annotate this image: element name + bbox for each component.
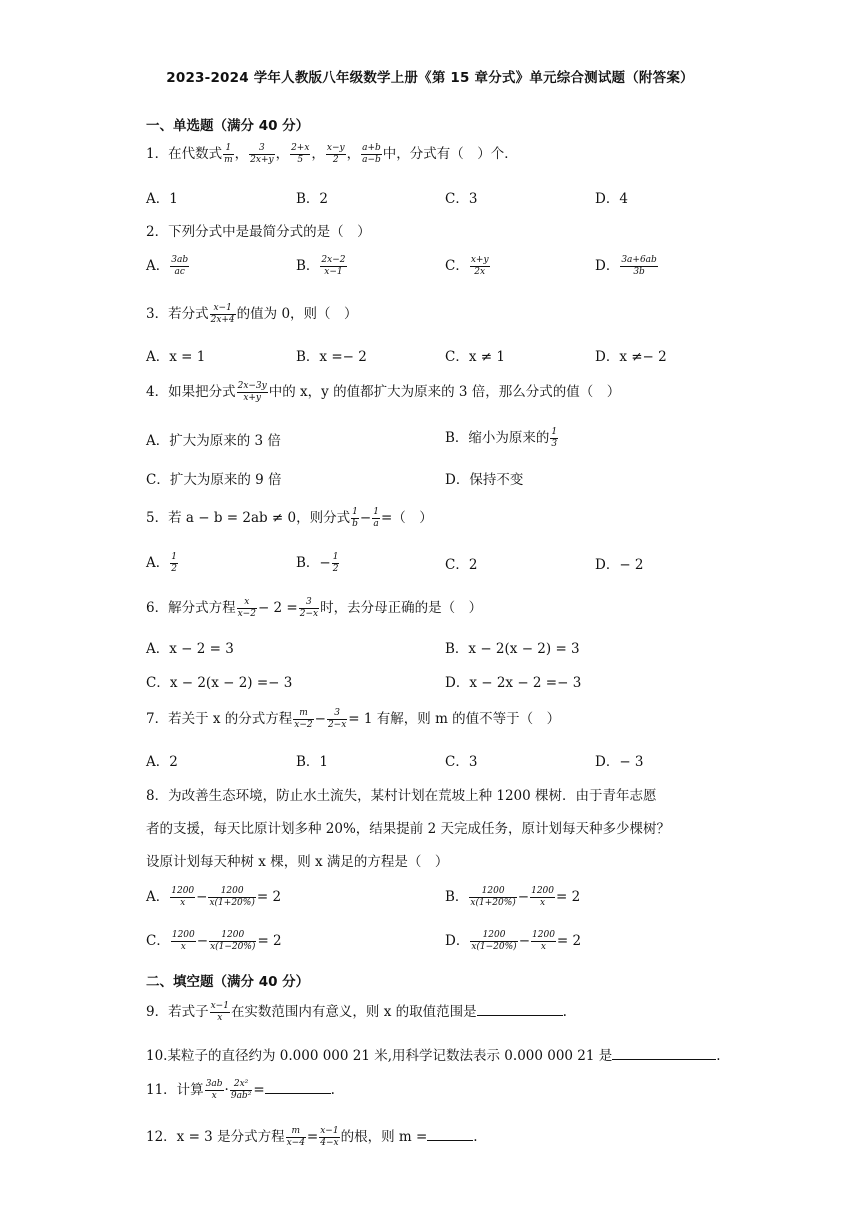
q2-option-a: A． $\frac{3ab}{ac}$ (146, 255, 189, 277)
q3-option-a: A．x = 1 (146, 349, 206, 365)
q5-option-a: A． $\frac{1}{2}$ (146, 552, 177, 574)
q4-option-c: C．扩大为原来的 9 倍 (146, 472, 282, 488)
section-heading-choice: 一、单选题（满分 40 分） (146, 118, 310, 134)
question-6: 6．解分式方程 $\frac{x}{x-2}$ − 2 = $\frac{3}{2-x}$ 时，去分母正确的是（ ） (146, 597, 483, 619)
q2-option-d: D． $\frac{3a+6ab}{3b}$ (595, 255, 657, 277)
q6-option-b: B．x − 2(x − 2) = 3 (445, 641, 580, 657)
question-3: 3．若分式 $\frac{x-1}{2x+4}$ 的值为 0，则（ ） (146, 303, 358, 325)
q7-option-b: B．1 (296, 754, 329, 770)
q8-option-a: A． $\frac{1200}{x}$ − $\frac{1200}{x(1+20\%)}$ = 2 (146, 886, 282, 908)
question-12: 12．x = 3 是分式方程 $\frac{m}{x-4}$ = $\frac{x-1}{4-x}$ 的根，则 m = . (146, 1126, 478, 1148)
q2-option-b: B． $\frac{2x-2}{x-1}$ (296, 255, 346, 277)
q6-option-d: D．x − 2x − 2 =− 3 (445, 675, 582, 691)
q8-option-c: C． $\frac{1200}{x}$ − $\frac{1200}{x(1-20\%)}$ = 2 (146, 930, 282, 952)
q8-option-d: D． $\frac{1200}{x(1-20\%)}$ − $\frac{1200}{x}$ = 2 (445, 930, 582, 952)
section-heading-fill-blank: 二、填空题（满分 40 分） (146, 974, 310, 990)
question-8-line-1: 8．为改善生态环境，防止水土流失，某村计划在荒坡上种 1200 棵树．由于青年志愿 (146, 788, 657, 804)
q3-option-b: B．x =− 2 (296, 349, 367, 365)
answer-blank[interactable] (477, 1002, 563, 1016)
q4-option-b: B．缩小为原来的 $\frac{1}{3}$ (445, 427, 558, 449)
q4-option-d: D．保持不变 (445, 472, 524, 488)
question-5: 5．若 a − b = 2ab ≠ 0，则分式 $\frac{1}{b}$ − $\frac{1}{a}$ =（ ） (146, 507, 433, 529)
question-10: 10.某粒子的直径约为 0.000 000 21 米,用科学记数法表示 0.000 000 21 是 . (146, 1048, 721, 1064)
question-9: 9．若式子 $\frac{x-1}{x}$ 在实数范围内有意义，则 x 的取值范围是 . (146, 1001, 567, 1023)
page-title: 2023-2024 学年人教版八年级数学上册《第 15 章分式》单元综合测试题（附答案） (166, 70, 694, 86)
q4-option-a: A．扩大为原来的 3 倍 (146, 433, 281, 449)
answer-blank[interactable] (612, 1046, 716, 1060)
q1-option-c: C．3 (445, 191, 478, 207)
question-8-line-2: 者的支援，每天比原计划多种 20%，结果提前 2 天完成任务，原计划每天种多少棵树？ (146, 821, 670, 837)
q5-option-b: B．− $\frac{1}{2}$ (296, 552, 339, 574)
q3-option-d: D．x ≠− 2 (595, 349, 667, 365)
q7-option-d: D．− 3 (595, 754, 644, 770)
question-7: 7．若关于 x 的分式方程 $\frac{m}{x-2}$ − $\frac{3}{2-x}$ = 1 有解，则 m 的值不等于（ ） (146, 708, 561, 730)
question-11: 11．计算 $\frac{3ab}{x}$ · $\frac{\text{2x²}}{\text{9ab²}}$ = . (146, 1079, 335, 1101)
q7-option-a: A．2 (146, 754, 178, 770)
q6-option-c: C．x − 2(x − 2) =− 3 (146, 675, 293, 691)
q1-option-b: B．2 (296, 191, 329, 207)
question-1: 1．在代数式 $\frac{1}{m}$ ， $\frac{3}{2x+y}$ ， $\frac{2+x}{5}$ ， $\frac{x-y}{2}$ ， $\frac{a+b}{a-b}$ 中，分式有（ ）个． (146, 143, 518, 165)
answer-blank[interactable] (427, 1127, 473, 1141)
q2-option-c: C． $\frac{x+y}{2x}$ (445, 255, 489, 277)
answer-blank[interactable] (265, 1080, 331, 1094)
q8-option-b: B． $\frac{1200}{x(1+20\%)}$ − $\frac{1200}{x}$ = 2 (445, 886, 581, 908)
q3-option-c: C．x ≠ 1 (445, 349, 505, 365)
q1-option-d: D．4 (595, 191, 628, 207)
question-8-line-3: 设原计划每天种树 x 棵，则 x 满足的方程是（ ） (146, 854, 449, 870)
q5-option-d: D．− 2 (595, 557, 644, 573)
question-2: 2．下列分式中是最简分式的是（ ） (146, 224, 371, 240)
q5-option-c: C．2 (445, 557, 478, 573)
q1-option-a: A．1 (146, 191, 178, 207)
q6-option-a: A．x − 2 = 3 (146, 641, 234, 657)
question-4: 4．如果把分式 $\frac{2x-3y}{x+y}$ 中的 x，y 的值都扩大为原来的 3 倍，那么分式的值（ ） (146, 381, 621, 403)
q7-option-c: C．3 (445, 754, 478, 770)
